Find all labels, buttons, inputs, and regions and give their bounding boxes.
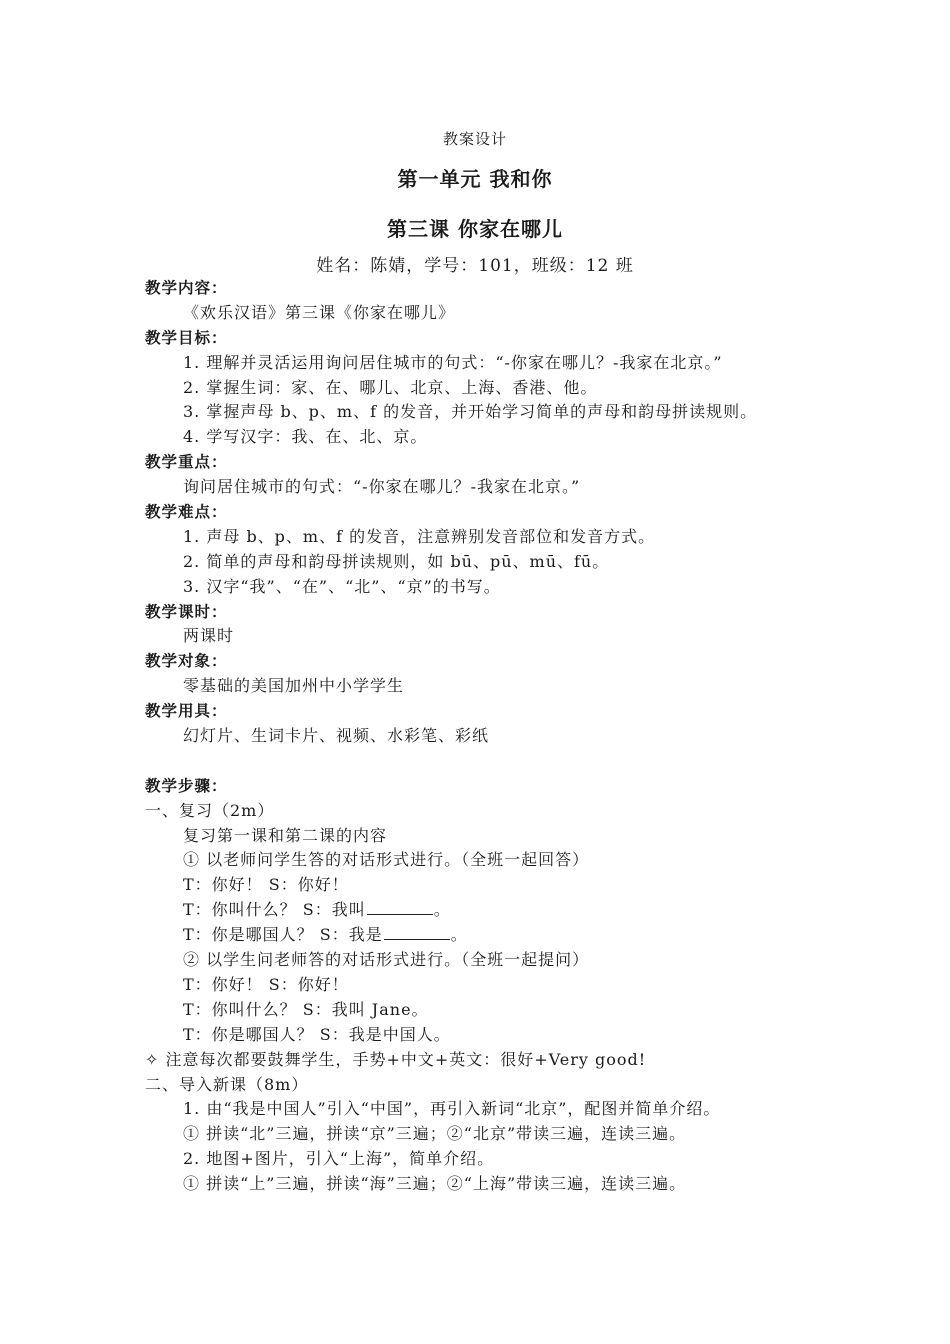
goal-item: 4. 学写汉字：我、在、北、京。 — [183, 427, 428, 447]
dialogue-end: 。 — [433, 900, 451, 920]
lesson-title: 第三课 你家在哪儿 — [387, 217, 563, 241]
dialogue-line: T：你好！ S：你好！ — [183, 875, 349, 895]
goal-item: 3. 掌握声母 b、p、m、f 的发音，并开始学习简单的声母和韵母拼读规则。 — [183, 402, 758, 422]
intro-drill-1: ① 拼读“北”三遍，拼读“京”三遍；②“北京”带读三遍，连读三遍。 — [183, 1124, 687, 1144]
hours-text: 两课时 — [183, 626, 235, 646]
section-heading-hours: 教学课时： — [145, 602, 228, 621]
doc-label: 教案设计 — [442, 130, 507, 148]
dialogue-line: T：你叫什么？ S：我叫 Jane。 — [183, 999, 429, 1019]
section-heading-tools: 教学用具： — [145, 702, 228, 721]
lesson-body — [145, 276, 805, 1197]
dialogue-line: T：你是哪国人？ S：我是中国人。 — [183, 1024, 451, 1044]
audience-text: 零基础的美国加州中小学学生 — [183, 676, 405, 696]
intro-drill-2: ① 拼读“上”三遍，拼读“海”三遍；②“上海”带读三遍，连读三遍。 — [183, 1174, 687, 1194]
intro-paragraph-1: 1. 由“我是中国人”引入“中国”，再引入新词“北京”，配图并简单介绍。 — [183, 1099, 721, 1119]
section-heading-content: 教学内容： — [145, 279, 228, 297]
dialogue-line-with-blank — [145, 898, 805, 923]
answer-blank — [384, 925, 450, 940]
review-part-2: ② 以学生问老师答的对话形式进行。（全班一起提问） — [183, 950, 590, 970]
key-points-text: 询问居住城市的句式：“-你家在哪儿？-我家在北京。” — [183, 477, 581, 497]
intro-paragraph-2: 2. 地图+图片，引入“上海”，简单介绍。 — [183, 1149, 495, 1169]
dialogue-text: T：你是哪国人？ S：我是 — [183, 925, 383, 945]
unit-title: 第一单元 我和你 — [397, 167, 553, 191]
step-review-title: 一、复习（2m） — [145, 800, 275, 820]
answer-blank — [367, 900, 433, 915]
content-text: 《欢乐汉语》第三课《你家在哪儿》 — [183, 302, 456, 322]
section-heading-audience: 教学对象： — [145, 652, 228, 671]
section-heading-difficulties: 教学难点： — [145, 503, 228, 522]
review-part-1: ① 以老师问学生答的对话形式进行。（全班一起回答） — [183, 850, 590, 870]
difficulty-item: 1. 声母 b、p、m、f 的发音，注意辨别发音部位和发音方式。 — [183, 526, 656, 546]
goal-item: 2. 掌握生词：家、在、哪儿、北京、上海、香港、他。 — [183, 377, 598, 397]
dialogue-end: 。 — [450, 925, 468, 945]
spacer — [145, 749, 805, 774]
dialogue-line-with-blank — [145, 923, 805, 948]
tools-text: 幻灯片、生词卡片、视频、水彩笔、彩纸 — [183, 726, 490, 746]
author-line: 姓名：陈婧，学号：101，班级：12 班 — [316, 256, 634, 276]
dialogue-text: T：你叫什么？ S：我叫 — [183, 900, 366, 920]
review-note: ✧ 注意每次都要鼓舞学生，手势+中文+英文：很好+Very good! — [145, 1049, 647, 1069]
dialogue-line: T：你好！ S：你好！ — [183, 974, 349, 994]
section-heading-key-points: 教学重点： — [145, 453, 228, 472]
section-heading-goals: 教学目标： — [145, 328, 228, 347]
review-intro: 复习第一课和第二课的内容 — [183, 825, 388, 845]
goal-item: 1. 理解并灵活运用询问居住城市的句式：“-你家在哪儿？-我家在北京。” — [183, 352, 723, 372]
difficulty-item: 3. 汉字“我”、“在”、“北”、“京”的书写。 — [183, 576, 501, 596]
difficulty-item: 2. 简单的声母和韵母拼读规则，如 bū、pū、mū、fū。 — [183, 551, 610, 571]
step-intro-title: 二、导入新课（8m） — [145, 1074, 309, 1094]
section-heading-steps: 教学步骤： — [145, 776, 228, 795]
